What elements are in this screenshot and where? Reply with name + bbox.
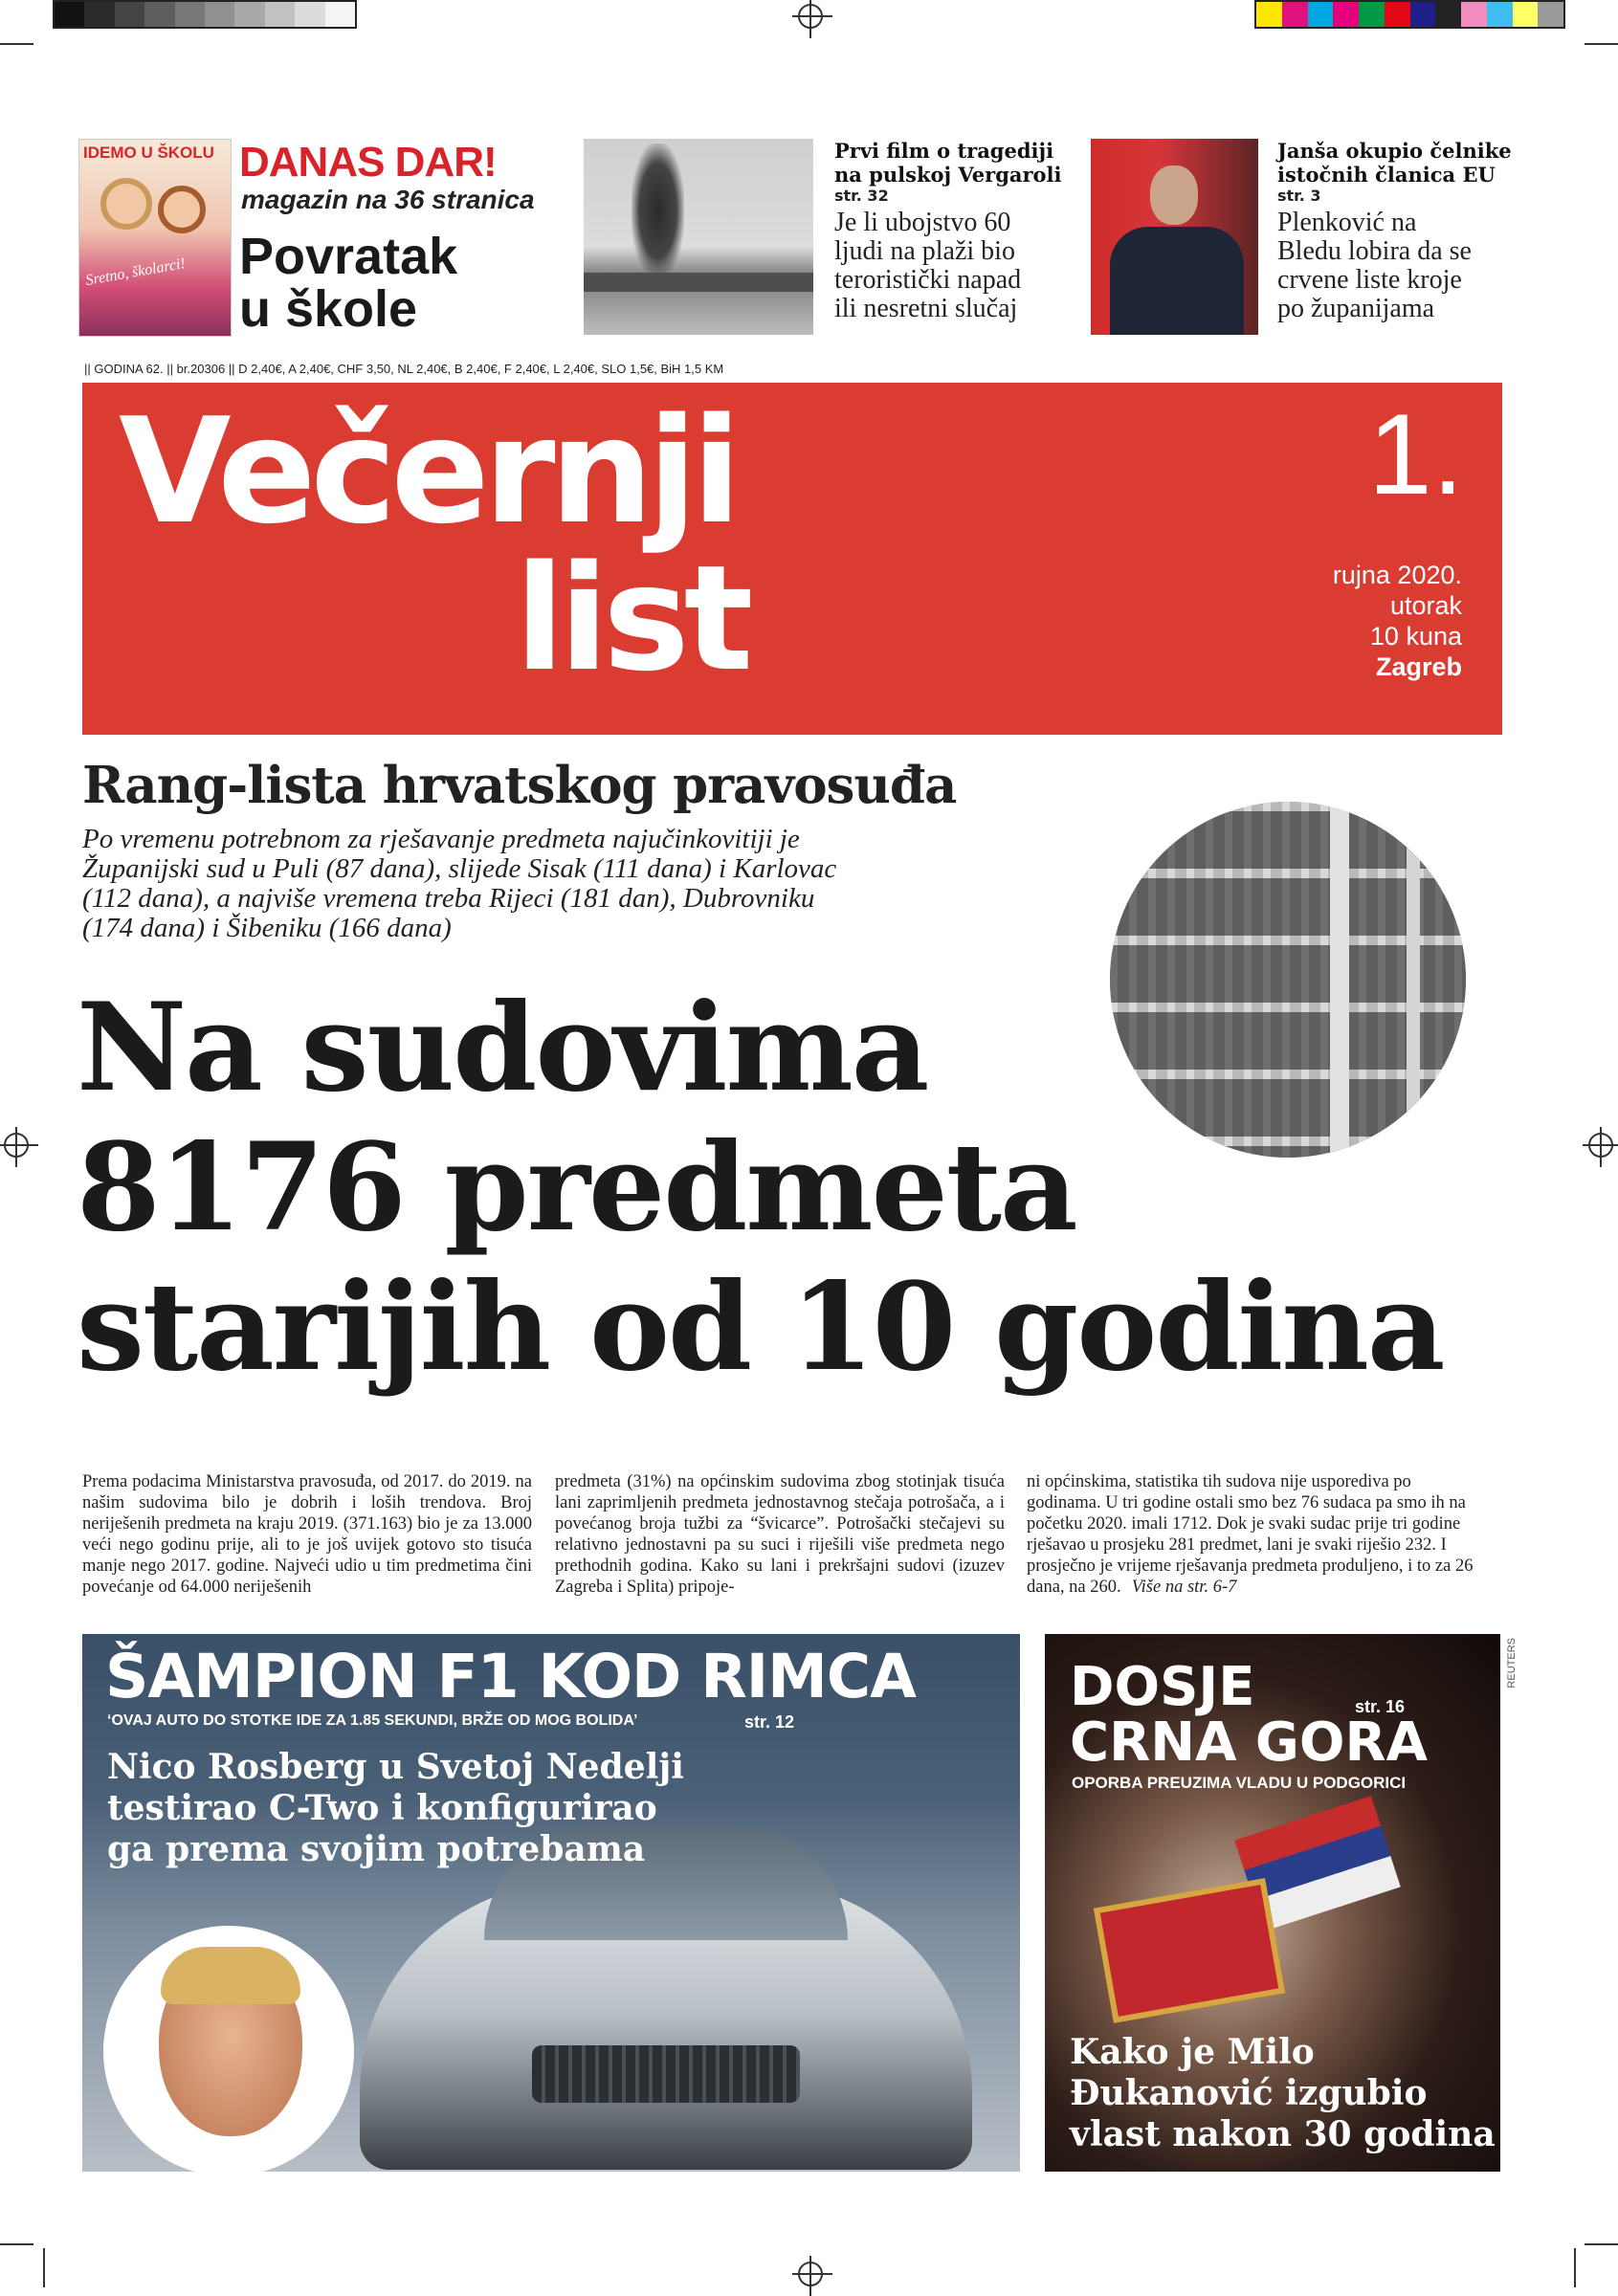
lead-body-col1: Prema podacima Ministarstva pravosuđa, od 2017. do 2019. na našim sudovima bilo je dobrih i loših trendova. Broj neriješenih predmeta na kraju 2019. (371.163) bio je za 13.000 veći nego godinu prije, ali to je još uvijek gotovo sto tisuća manje nego 2017. godine. Najveći udio u tim predmetima čini povećanje od 64.000 neriješenih (82, 1472, 532, 1597)
crop-mark (43, 2248, 45, 2287)
rimac-sub-1: Nico Rosberg u Svetoj Nedelji (107, 1747, 684, 1787)
rimac-promo[interactable] (82, 1634, 1020, 2172)
teaser-jansa[interactable] (1277, 139, 1526, 323)
teaser-jansa-body-2: Bledu lobira da se (1277, 236, 1472, 266)
montenegro-sub-2: Đukanović izgubio (1070, 2073, 1428, 2113)
teaser-jansa-title-1: Janša okupio čelnike (1277, 139, 1512, 163)
weekday-label: utorak (1389, 591, 1462, 620)
crop-mark (1574, 2248, 1576, 2287)
logo-line-1: Večernji (119, 386, 736, 556)
crop-mark (0, 43, 33, 45)
teaser-film[interactable] (834, 139, 1074, 323)
price-label: 10 kuna (1369, 622, 1462, 651)
registration-mark-left (4, 1133, 29, 1158)
flag-image (1094, 1878, 1285, 2023)
teaser-film-page: str. 32 (834, 187, 889, 205)
city-label: Zagreb (1375, 652, 1462, 681)
lead-headline (77, 978, 1444, 1397)
teaser-film-body-1: Je li ubojstvo 60 (834, 208, 1011, 237)
lead-deck-line: Po vremenu potrebnom za rješavanje predmeta najučinkovitiji je (82, 824, 800, 854)
montenegro-title-2: CRNA GORA (1070, 1711, 1428, 1774)
teaser-film-title-1: Prvi film o tragediji (834, 139, 1054, 163)
magazine-cover-title: IDEMO U ŠKOLU (83, 144, 214, 162)
masthead (82, 383, 1502, 735)
montenegro-page: str. 16 (1355, 1697, 1406, 1716)
montenegro-sub-1: Kako je Milo (1070, 2032, 1315, 2072)
issue-info-line: || GODINA 62. || br.20306 || D 2,40€, A 2,40€, CHF 3,50, NL 2,40€, B 2,40€, F 2,40€, L 2,40€, SLO 1,5€, BiH 1,5 KM (84, 362, 724, 376)
crop-mark (1585, 43, 1618, 45)
school-headline-2: u škole (239, 280, 418, 338)
rosberg-portrait (103, 1926, 354, 2172)
logo-line-2: list (515, 534, 748, 703)
teaser-jansa-body-3: crvene liste kroje (1277, 265, 1462, 295)
lead-headline-line: starijih od 10 godina (77, 1256, 1444, 1398)
lead-body-col3: ni općinskima, statistika tih sudova nije usporediva po godinama. U tri godine ostali smo bez 76 sudaca pa smo ih na početku 2020. imali 1712. Dok je svaki sudac prije tri godine rješavao u prosjeku 281 predmet, lani je svaki riješio 232. I prosječno je vrijeme rješavanja predmeta produljeno, i to za 26 dana, na 260. (1027, 1472, 1474, 1597)
jansa-photo (1091, 139, 1258, 335)
teaser-film-body-2: ljudi na plaži bio (834, 236, 1015, 266)
teaser-jansa-page: str. 3 (1277, 187, 1321, 205)
shoreline (584, 273, 813, 292)
teaser-film-body-3: teroristički napad (834, 265, 1022, 295)
registration-mark-top (798, 4, 823, 29)
lead-headline-line: Na sudovima (77, 977, 928, 1118)
teaser-film-body-4: ili nesretni slučaj (834, 294, 1018, 323)
date-label: rujna 2020. (1332, 561, 1462, 589)
lead-headline-line: 8176 predmeta (77, 1116, 1076, 1258)
teaser-jansa-title-2: istočnih članica EU (1277, 163, 1496, 187)
registration-mark-right (1588, 1133, 1613, 1158)
more-reference-link[interactable]: Više na str. 6-7 (1131, 1578, 1237, 1597)
vergarola-photo (584, 139, 813, 335)
gift-subtitle: magazin na 36 stranica (241, 185, 535, 214)
teaser-film-title-2: na pulskoj Vergaroli (834, 163, 1062, 187)
day-number: 1. (1367, 390, 1464, 519)
lead-deck (82, 825, 1097, 943)
montenegro-title-1: DOSJE (1070, 1656, 1255, 1718)
rimac-quote: ‘OVAJ AUTO DO STOTKE IDE ZA 1.85 SEKUNDI, BRŽE OD MOG BOLIDA’ (107, 1712, 638, 1729)
montenegro-sub-3: vlast nakon 30 godina (1070, 2114, 1496, 2154)
lead-body-col3-wrap (1027, 1471, 1481, 1598)
photo-credit: REUTERS (1506, 1638, 1518, 1689)
magazine-promo[interactable] (77, 139, 555, 344)
lead-deck-line: (112 dana), a najviše vremena treba Rijeci (181 dan), Dubrovniku (82, 883, 815, 914)
teaser-jansa-body-4: po županijama (1277, 294, 1435, 323)
rimac-page: str. 12 (744, 1712, 795, 1732)
montenegro-promo[interactable] (1045, 1634, 1500, 2172)
lead-body-col2: predmeta (31%) na općinskim sudovima zbog stotinjak tisuća lani zaprimljenih predmeta jednostavnog stečaja potrošača, a i povećanog broja tužbi za “švicarce”. Potrošački stečajevi su relativno jednostavni pa su suci i riješili više predmeta nego prethodnih godina. Kako su lani i prekršajni sudovi (izuzev Zagreba i Splita) pripoje- (555, 1472, 1005, 1597)
gift-label: DANAS DAR! (239, 139, 497, 186)
car-grille (532, 2045, 800, 2103)
rimac-sub-3: ga prema svojim potrebama (107, 1829, 646, 1869)
registration-mark-bottom (798, 2262, 823, 2286)
girl-illustration (100, 178, 152, 230)
man-suit (1110, 227, 1244, 335)
smoke-plume (632, 144, 684, 277)
rosberg-hair (161, 1947, 300, 2004)
man-head (1150, 166, 1198, 225)
rimac-sub-2: testirao C-Two i konfigurirao (107, 1788, 657, 1828)
magazine-cover-image (78, 139, 232, 337)
montenegro-kicker: OPORBA PREUZIMA VLADU U PODGORICI (1072, 1774, 1407, 1792)
crop-mark (1585, 2243, 1618, 2245)
crop-mark (0, 2243, 33, 2245)
girl-illustration (158, 186, 206, 233)
lead-deck-line: (174 dana) i Šibeniku (166 dana) (82, 913, 452, 943)
lead-deck-line: Županijski sud u Puli (87 dana), slijede Sisak (111 dana) i Karlovac (82, 853, 837, 884)
rimac-title: ŠAMPION F1 KOD RIMCA (105, 1642, 916, 1711)
lead-kicker: Rang-lista hrvatskog pravosuđa (82, 756, 957, 815)
magazine-cover-caption: Sretno, školarci! (84, 254, 188, 290)
teaser-jansa-body-1: Plenković na (1277, 208, 1417, 237)
school-headline-1: Povratak (239, 228, 458, 285)
